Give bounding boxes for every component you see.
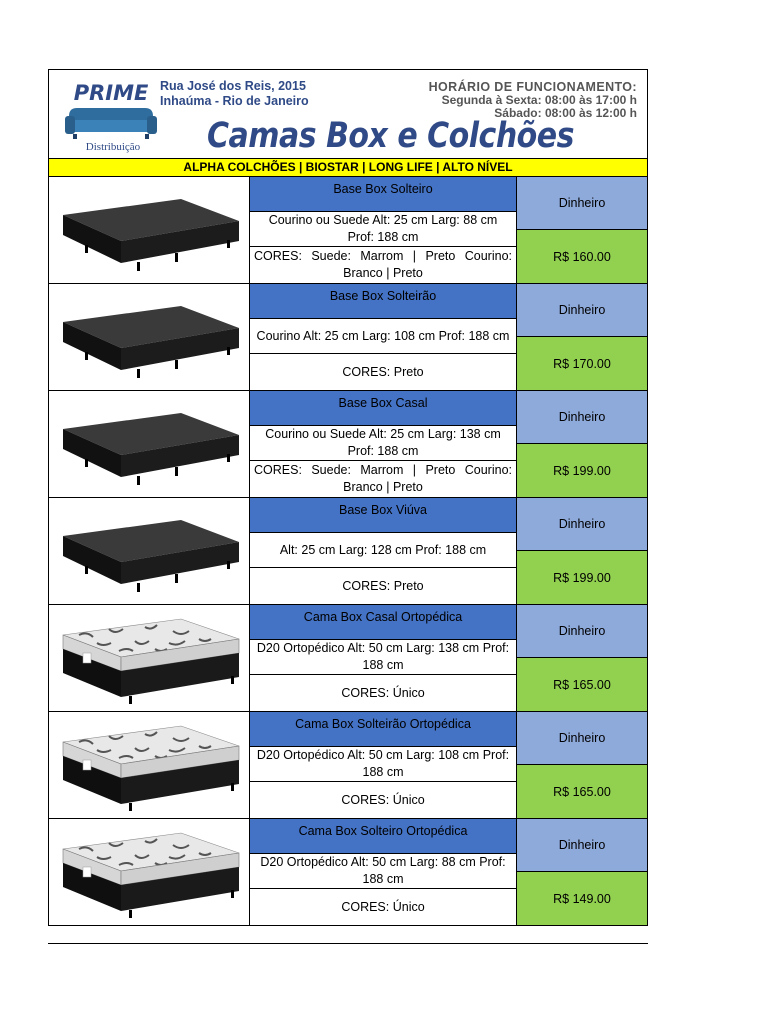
price-column xyxy=(517,391,647,497)
product-info xyxy=(250,605,517,711)
payment-method: Dinheiro xyxy=(517,819,647,872)
product-price: R$ 199.00 xyxy=(517,444,647,497)
prime-logo xyxy=(61,76,161,156)
product-colors: CORES: Único xyxy=(341,685,425,700)
product-info xyxy=(250,391,517,497)
product-info xyxy=(250,284,517,390)
product-name: Base Box Casal xyxy=(250,391,516,426)
product-info xyxy=(250,498,517,604)
product-name: Cama Box Solteiro Ortopédica xyxy=(250,819,516,854)
mattress-box-icon xyxy=(49,712,249,817)
product-colors: CORES: Preto xyxy=(342,364,424,379)
product-colors: CORES: Preto xyxy=(342,578,424,593)
product-row xyxy=(49,712,647,819)
product-price: R$ 160.00 xyxy=(517,230,647,283)
base-box-icon xyxy=(49,284,249,389)
product-image-cell xyxy=(49,498,250,604)
product-image-cell xyxy=(49,391,250,497)
hours-title: HORÁRIO DE FUNCIONAMENTO: xyxy=(428,80,637,94)
address xyxy=(160,79,309,109)
address-city: Inhaúma - Rio de Janeiro xyxy=(160,94,309,108)
hours-saturday: Sábado: 08:00 às 12:00 h xyxy=(494,106,637,120)
address-street: Rua José dos Reis, 2015 xyxy=(160,79,306,93)
product-colors: CORES: Suede: Marrom | Preto Courino: Branco | Preto xyxy=(254,249,512,280)
product-image-cell xyxy=(49,284,250,390)
product-description: D20 Ortopédico Alt: 50 cm Larg: 138 cm Prof: 188 cm xyxy=(250,640,516,675)
svg-text:Distribuição: Distribuição xyxy=(85,141,141,153)
product-table xyxy=(49,177,647,925)
product-image-cell xyxy=(49,712,250,818)
payment-method: Dinheiro xyxy=(517,177,647,230)
header xyxy=(49,70,647,159)
product-price: R$ 199.00 xyxy=(517,551,647,604)
product-name: Cama Box Solteirão Ortopédica xyxy=(250,712,516,747)
product-info xyxy=(250,177,517,283)
base-box-icon xyxy=(49,391,249,496)
brand-title: Camas Box e Colchões xyxy=(207,116,574,157)
price-column xyxy=(517,819,647,925)
footer-divider xyxy=(48,943,648,944)
product-row xyxy=(49,177,647,284)
product-name: Cama Box Casal Ortopédica xyxy=(250,605,516,640)
product-row xyxy=(49,391,647,498)
product-description: D20 Ortopédico Alt: 50 cm Larg: 108 cm Prof: 188 cm xyxy=(250,747,516,782)
opening-hours xyxy=(429,81,637,120)
product-description: D20 Ortopédico Alt: 50 cm Larg: 88 cm Prof: 188 cm xyxy=(250,854,516,889)
product-colors: CORES: Único xyxy=(341,899,425,914)
product-row xyxy=(49,284,647,391)
price-column xyxy=(517,177,647,283)
payment-method: Dinheiro xyxy=(517,605,647,658)
product-image-cell xyxy=(49,819,250,925)
product-name: Base Box Viúva xyxy=(250,498,516,533)
price-list-sheet xyxy=(48,69,648,926)
base-box-icon xyxy=(49,177,249,282)
product-row xyxy=(49,498,647,605)
product-description: Courino ou Suede Alt: 25 cm Larg: 88 cm Prof: 188 cm xyxy=(250,212,516,247)
payment-method: Dinheiro xyxy=(517,712,647,765)
base-box-icon xyxy=(49,498,249,603)
product-name: Base Box Solteiro xyxy=(250,177,516,212)
product-colors: CORES: Suede: Marrom | Preto Courino: Branco | Preto xyxy=(254,463,512,494)
svg-text:PRIME: PRIME xyxy=(73,81,149,105)
price-column xyxy=(517,498,647,604)
payment-method: Dinheiro xyxy=(517,498,647,551)
price-column xyxy=(517,284,647,390)
brands-bar: ALPHA COLCHÕES | BIOSTAR | LONG LIFE | ALTO NÍVEL xyxy=(49,159,647,177)
price-column xyxy=(517,712,647,818)
product-row xyxy=(49,605,647,712)
product-info xyxy=(250,712,517,818)
product-image-cell xyxy=(49,177,250,283)
payment-method: Dinheiro xyxy=(517,391,647,444)
product-price: R$ 149.00 xyxy=(517,872,647,925)
product-row xyxy=(49,819,647,925)
payment-method: Dinheiro xyxy=(517,284,647,337)
product-description: Alt: 25 cm Larg: 128 cm Prof: 188 cm xyxy=(250,533,516,568)
product-description: Courino ou Suede Alt: 25 cm Larg: 138 cm Prof: 188 cm xyxy=(250,426,516,461)
mattress-box-icon xyxy=(49,819,249,924)
product-description: Courino Alt: 25 cm Larg: 108 cm Prof: 188 cm xyxy=(250,319,516,354)
product-price: R$ 165.00 xyxy=(517,658,647,711)
price-column xyxy=(517,605,647,711)
product-image-cell xyxy=(49,605,250,711)
product-price: R$ 170.00 xyxy=(517,337,647,390)
product-name: Base Box Solteirão xyxy=(250,284,516,319)
product-info xyxy=(250,819,517,925)
hours-weekdays: Segunda à Sexta: 08:00 às 17:00 h xyxy=(441,93,637,107)
product-price: R$ 165.00 xyxy=(517,765,647,818)
mattress-box-icon xyxy=(49,605,249,710)
product-colors: CORES: Único xyxy=(341,792,425,807)
